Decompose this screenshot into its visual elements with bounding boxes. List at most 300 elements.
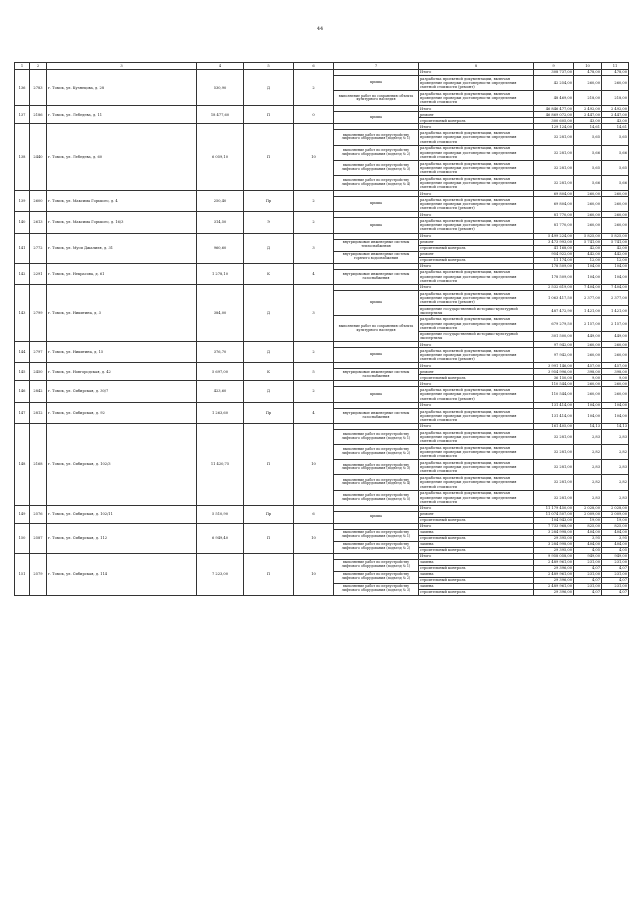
work-description: разработка проектной документации, включая проведение проверки достоверности определения сметной стоимости (ремонт): [419, 218, 534, 233]
cost-total: 29 396,00: [534, 589, 574, 595]
building-floors: 2: [294, 381, 334, 402]
work-description: разработка проектной документации, включая проведение проверки достоверности определения сметной стоимости: [419, 175, 534, 190]
work-description: Итого: [419, 233, 534, 239]
work-description: Итого: [419, 423, 534, 429]
unit-cost: 2,83: [574, 460, 602, 475]
max-unit-cost: 949,00: [602, 553, 629, 559]
max-unit-cost: 825,00: [602, 523, 629, 529]
building-address: г. Томск, ул. Сибирская, д. 92: [47, 402, 197, 423]
cost-total: 110 544,00: [534, 381, 574, 387]
work-type: выполнение работ по переустройству лифтового оборудования (подъезд № 3): [334, 160, 419, 175]
work-description: строительный контроль: [419, 257, 534, 263]
work-description: строительный контроль: [419, 565, 534, 571]
max-unit-cost: 1 421,00: [602, 305, 629, 316]
unit-cost: 2,82: [574, 475, 602, 490]
building-area: 376,70: [197, 342, 244, 363]
max-unit-cost: 14,13: [602, 423, 629, 429]
unit-cost: 2 377,00: [574, 290, 602, 305]
unit-cost: 7 404,00: [574, 284, 602, 290]
building-address: г. Томск, ул. Некрасова, д. 61: [47, 263, 197, 284]
work-description: разработка проектной документации, включая проведение проверки достоверности определения сметной стоимости: [419, 460, 534, 475]
building-floors: 3: [294, 284, 334, 342]
building-address: г. Томск, ул. Лебедева, д. 60: [47, 124, 197, 191]
cost-total: 131 414,00: [534, 402, 574, 408]
unit-cost: 5 741,00: [574, 239, 602, 245]
unit-cost: 104,00: [574, 263, 602, 269]
work-description: разработка проектной документации, включая проведение проверки достоверности определения сметной стоимости: [419, 429, 534, 444]
work-type: выполнение работ по переустройству лифтового оборудования (подъезд № 5): [334, 490, 419, 505]
building-address: г. Томск, ул. Никитина, д. 15: [47, 342, 197, 363]
cost-total: 32 281,00: [534, 445, 574, 460]
max-unit-cost: 231,00: [602, 559, 629, 565]
cost-total: 7 733 968,00: [534, 523, 574, 529]
work-description: разработка проектной документации, включая проведение проверки достоверности определения сметной стоимости: [419, 130, 534, 145]
unit-cost: 404,00: [574, 529, 602, 535]
cost-total: 46 846 477,00: [534, 106, 574, 112]
max-unit-cost: 2,82: [602, 445, 629, 460]
cost-total: 1 063 417,50: [534, 290, 574, 305]
work-description: ремонт: [419, 369, 534, 375]
cost-total: 11 074 507,00: [534, 511, 574, 517]
unit-cost: 5,66: [574, 175, 602, 190]
unit-cost: 442,00: [574, 251, 602, 257]
work-type: крыша: [334, 511, 419, 523]
work-type: крыша: [334, 348, 419, 363]
max-unit-cost: 42,00: [602, 245, 629, 251]
max-unit-cost: 5,66: [602, 145, 629, 160]
building-class: К: [244, 363, 294, 381]
max-unit-cost: 260,00: [602, 342, 629, 348]
unit-cost: 14,61: [574, 124, 602, 130]
max-unit-cost: 4,07: [602, 589, 629, 595]
work-type: выполнение работ по переустройству лифтового оборудования (подъезд № 1): [334, 429, 419, 444]
work-description: ремонт: [419, 239, 534, 245]
row-number: 142: [15, 263, 30, 284]
cost-total: 29 395,00: [534, 547, 574, 553]
unit-cost: 231,00: [574, 559, 602, 565]
work-type: крыша: [334, 290, 419, 316]
work-description: Итого: [419, 106, 534, 112]
cost-total: 48 469,00: [534, 91, 574, 106]
work-description: разработка проектной документации, включая проведение проверки достоверности определения сметной стоимости: [419, 160, 534, 175]
cost-total: 69 804,00: [534, 197, 574, 212]
cost-total: 161 405,00: [534, 423, 574, 429]
work-type: выполнение работ по переустройству лифтового оборудования (подъезд № 2): [334, 571, 419, 583]
building-address: г. Томск, ул. Никитина, д. 3: [47, 284, 197, 342]
unit-cost: 260,00: [574, 342, 602, 348]
building-floors: 2: [294, 191, 334, 212]
work-type: выполнение работ по переустройству лифтового оборудования (подъезд № 1): [334, 130, 419, 145]
row-number: 138: [15, 124, 30, 191]
max-unit-cost: 2,83: [602, 490, 629, 505]
cost-total: 46 869 072,00: [534, 112, 574, 118]
building-code: 2772: [30, 233, 47, 263]
cost-total: 178 509,00: [534, 263, 574, 269]
building-code: 2812: [30, 402, 47, 423]
max-unit-cost: 398,00: [602, 369, 629, 375]
work-description: ремонт: [419, 251, 534, 257]
unit-cost: 5,65: [574, 130, 602, 145]
work-description: Итого: [419, 212, 534, 218]
work-description: разработка проектной документации, включая проведение проверки достоверности определения сметной стоимости (ремонт): [419, 348, 534, 363]
work-description: разработка проектной документации, включая проведение проверки достоверности определения сметной стоимости: [419, 316, 534, 331]
max-unit-cost: 43,00: [602, 118, 629, 124]
building-floors: 4: [294, 402, 334, 423]
building-class: Д: [244, 284, 294, 342]
max-unit-cost: 104,00: [602, 402, 629, 408]
work-description: строительный контроль: [419, 535, 534, 541]
max-unit-cost: 104,00: [602, 263, 629, 269]
max-unit-cost: 2 009,00: [602, 511, 629, 517]
column-header: 4: [197, 63, 244, 70]
work-description: разработка проектной документации, включая проведение проверки достоверности определения сметной стоимости: [419, 445, 534, 460]
work-type: выполнение работ по переустройству лифтового оборудования (подъезд № 1): [334, 559, 419, 571]
cost-total: 2 489 961,00: [534, 583, 574, 589]
building-floors: 5: [294, 363, 334, 381]
work-description: Итого: [419, 402, 534, 408]
work-description: Итого: [419, 124, 534, 130]
unit-cost: 9,00: [574, 375, 602, 381]
unit-cost: 2 009,00: [574, 511, 602, 517]
work-description: разработка проектной документации, включая проведение проверки достоверности определения сметной стоимости: [419, 269, 534, 284]
building-floors: 10: [294, 423, 334, 505]
building-class: К: [244, 263, 294, 284]
work-description: ремонт: [419, 112, 534, 118]
work-type: крыша: [334, 197, 419, 212]
max-unit-cost: 2 028,00: [602, 505, 629, 511]
unit-cost: 231,00: [574, 583, 602, 589]
work-description: Итого: [419, 523, 534, 529]
work-type: внутридомовые инженерные системы газоснабжения: [334, 269, 419, 284]
unit-cost: 949,00: [574, 553, 602, 559]
row-number: 136: [15, 70, 30, 106]
max-unit-cost: 404,00: [602, 529, 629, 535]
max-unit-cost: 260,00: [602, 212, 629, 218]
work-type: внутридомовые инженерные системы теплоснабжения: [334, 239, 419, 251]
max-unit-cost: 2 447,00: [602, 112, 629, 118]
cost-total: 5 499 224,00: [534, 233, 574, 239]
building-code: 2440: [30, 124, 47, 191]
building-code: 2797: [30, 342, 47, 363]
unit-cost: 260,00: [574, 212, 602, 218]
unit-cost: 260,00: [574, 218, 602, 233]
row-number: 139: [15, 191, 30, 212]
unit-cost: 104,00: [574, 269, 602, 284]
cost-total: 32 281,00: [534, 145, 574, 160]
row-number: 150: [15, 523, 30, 553]
work-type: внутридомовые инженерные системы газоснабжения: [334, 408, 419, 423]
max-unit-cost: 260,00: [602, 381, 629, 387]
cost-total: 178 509,00: [534, 269, 574, 284]
building-address: г. Томск, ул. Муси Джалиля, д. 31: [47, 233, 197, 263]
work-description: Итого: [419, 505, 534, 511]
row-number: 137: [15, 106, 30, 124]
work-description: проведение государственной историко-культурной экспертизы: [419, 331, 534, 342]
max-unit-cost: 5,65: [602, 160, 629, 175]
unit-cost: 5,66: [574, 145, 602, 160]
work-description: Итого: [419, 363, 534, 369]
cost-total: 36 150,00: [534, 375, 574, 381]
unit-cost: 218,00: [574, 91, 602, 106]
max-unit-cost: 404,00: [602, 541, 629, 547]
row-number: 145: [15, 363, 30, 381]
cost-total: 32 281,00: [534, 130, 574, 145]
max-unit-cost: 2 492,00: [602, 106, 629, 112]
building-address: г. Томск, ул. Сибирская, д. 112: [47, 523, 197, 553]
work-description: разработка проектной документации, включая проведение проверки достоверности определения сметной стоимости: [419, 145, 534, 160]
building-address: г. Томск, ул. Максима Горького, д. 4: [47, 191, 197, 212]
building-class: Д: [244, 70, 294, 106]
max-unit-cost: 260,00: [602, 197, 629, 212]
building-class: П: [244, 106, 294, 124]
column-header: 9: [534, 63, 574, 70]
max-unit-cost: 3,95: [602, 535, 629, 541]
building-address: г. Томск, ул. Новгородская, д. 42: [47, 363, 197, 381]
cost-total: 97 942,00: [534, 348, 574, 363]
building-address: г. Томск, ул. Сибирская, д. 114: [47, 553, 197, 595]
unit-cost: 825,00: [574, 523, 602, 529]
work-description: замена: [419, 571, 534, 577]
work-description: строительный контроль: [419, 589, 534, 595]
building-area: 530,90: [197, 70, 244, 106]
building-floors: 2: [294, 342, 334, 363]
unit-cost: 3,95: [574, 535, 602, 541]
cost-total: 2 489 961,00: [534, 571, 574, 577]
building-class: Д: [244, 233, 294, 263]
building-area: 11 420,75: [197, 423, 244, 505]
work-type: выполнение работ по переустройству лифтового оборудования (подъезд № 3): [334, 460, 419, 475]
work-type: выполнение работ по переустройству лифтового оборудования (подъезд № 3): [334, 583, 419, 595]
unit-cost: 104,00: [574, 402, 602, 408]
building-address: г. Томск, ул. Максима Горького, д. 16/3: [47, 212, 197, 233]
work-type: выполнение работ по переустройству лифтового оборудования (подъезд № 2): [334, 541, 419, 553]
max-unit-cost: 260,00: [602, 218, 629, 233]
building-area: 18 477,60: [197, 106, 244, 124]
cost-total: 81 770,00: [534, 212, 574, 218]
cost-total: 104 943,00: [534, 517, 574, 523]
max-unit-cost: 449,00: [602, 331, 629, 342]
column-header: 8: [419, 63, 534, 70]
building-code: 2450: [30, 363, 47, 381]
capital-repair-table: [14, 62, 629, 596]
max-unit-cost: 2,83: [602, 429, 629, 444]
column-header: 10: [574, 63, 602, 70]
work-description: разработка проектной документации, включая проведение проверки достоверности определения сметной стоимости (ремонт): [419, 197, 534, 212]
max-unit-cost: 19,00: [602, 517, 629, 523]
cost-total: 308 737,00: [534, 70, 574, 76]
cost-total: 487 472,90: [534, 305, 574, 316]
unit-cost: 4,07: [574, 565, 602, 571]
work-type: выполнение работ по переустройству лифтового оборудования (подъезд № 4): [334, 475, 419, 490]
unit-cost: 104,00: [574, 408, 602, 423]
unit-cost: 478,00: [574, 70, 602, 76]
max-unit-cost: 478,00: [602, 70, 629, 76]
cost-total: 97 942,00: [534, 342, 574, 348]
cost-total: 32 281,00: [534, 175, 574, 190]
work-description: проведение государственной историко-культурной экспертизы: [419, 305, 534, 316]
building-code: 2783: [30, 70, 47, 106]
building-class: Пр: [244, 505, 294, 523]
unit-cost: 2 028,00: [574, 505, 602, 511]
max-unit-cost: 2 157,00: [602, 316, 629, 331]
max-unit-cost: 7 404,00: [602, 284, 629, 290]
column-header: 2: [30, 63, 47, 70]
building-code: 2186: [30, 106, 47, 124]
building-floors: 10: [294, 124, 334, 191]
max-unit-cost: 4,07: [602, 565, 629, 571]
building-address: г. Томск, ул. Сибирская, д. 102/11: [47, 505, 197, 523]
building-floors: 10: [294, 523, 334, 553]
building-floors: 6: [294, 505, 334, 523]
building-area: 960,60: [197, 233, 244, 263]
cost-total: 32 281,00: [534, 490, 574, 505]
work-description: Итого: [419, 342, 534, 348]
building-area: 1 263,60: [197, 402, 244, 423]
work-description: ремонт: [419, 511, 534, 517]
cost-total: 110 544,00: [534, 387, 574, 402]
unit-cost: 260,00: [574, 197, 602, 212]
max-unit-cost: 9,00: [602, 375, 629, 381]
work-type: выполнение работ по переустройству лифтового оборудования (подъезд № 2): [334, 445, 419, 460]
max-unit-cost: 2,82: [602, 475, 629, 490]
unit-cost: 449,00: [574, 331, 602, 342]
cost-total: 32 281,00: [534, 460, 574, 475]
unit-cost: 1 421,00: [574, 305, 602, 316]
row-number: 140: [15, 212, 30, 233]
row-number: 148: [15, 423, 30, 505]
unit-cost: 4,07: [574, 577, 602, 583]
building-class: П: [244, 124, 294, 191]
row-number: 141: [15, 233, 30, 263]
work-description: Итого: [419, 263, 534, 269]
building-area: 5 510,90: [197, 505, 244, 523]
unit-cost: 2,82: [574, 445, 602, 460]
cost-total: 41 168,00: [534, 245, 574, 251]
work-description: разработка проектной документации, включая проведение проверки достоверности определения сметной стоимости (ремонт): [419, 290, 534, 305]
column-header: 7: [334, 63, 419, 70]
max-unit-cost: 4,05: [602, 547, 629, 553]
work-description: Итого: [419, 191, 534, 197]
work-type: выполнение работ по переустройству лифтового оборудования (подъезд № 4): [334, 175, 419, 190]
work-description: строительный контроль: [419, 517, 534, 523]
work-type: выполнение работ по сохранению объекта культурного наследия: [334, 316, 419, 342]
cost-total: 29 396,00: [534, 565, 574, 571]
max-unit-cost: 260,00: [602, 76, 629, 91]
max-unit-cost: 4,07: [602, 577, 629, 583]
work-description: замена: [419, 559, 534, 565]
building-class: Пр: [244, 191, 294, 212]
building-area: 6 059,10: [197, 124, 244, 191]
unit-cost: 260,00: [574, 387, 602, 402]
cost-total: 3 284 998,00: [534, 529, 574, 535]
cost-total: 32 281,00: [534, 429, 574, 444]
max-unit-cost: 5 825,00: [602, 233, 629, 239]
max-unit-cost: 5,66: [602, 175, 629, 190]
work-description: строительный контроль: [419, 577, 534, 583]
unit-cost: 260,00: [574, 348, 602, 363]
unit-cost: 398,00: [574, 369, 602, 375]
max-unit-cost: 104,00: [602, 408, 629, 423]
cost-total: 301 500,00: [534, 331, 574, 342]
column-header: 6: [294, 63, 334, 70]
building-area: 6 949,40: [197, 523, 244, 553]
cost-total: 81 770,00: [534, 218, 574, 233]
unit-cost: 260,00: [574, 381, 602, 387]
cost-total: 3 991 146,00: [534, 363, 574, 369]
work-description: замена: [419, 583, 534, 589]
building-area: 7 223,00: [197, 553, 244, 595]
building-class: Д: [244, 342, 294, 363]
building-code: 2579: [30, 553, 47, 595]
max-unit-cost: 218,00: [602, 91, 629, 106]
building-class: Пр: [244, 402, 294, 423]
unit-cost: 5 825,00: [574, 233, 602, 239]
column-header: 3: [47, 63, 197, 70]
cost-total: 131 414,00: [534, 408, 574, 423]
row-number: 151: [15, 553, 30, 595]
cost-total: 954 922,00: [534, 251, 574, 257]
building-area: 384,00: [197, 284, 244, 342]
work-description: строительный контроль: [419, 245, 534, 251]
work-type: внутридомовые инженерные системы горячего водоснабжения: [334, 251, 419, 263]
building-address: г. Томск, ул. Сибирская, д. 30/7: [47, 381, 197, 402]
cost-total: 29 395,00: [534, 535, 574, 541]
max-unit-cost: 260,00: [602, 387, 629, 402]
building-code: 2576: [30, 505, 47, 523]
unit-cost: 2,83: [574, 429, 602, 444]
work-description: Итого: [419, 70, 534, 76]
header-row: [15, 63, 629, 70]
cost-total: 9 958 058,00: [534, 553, 574, 559]
work-description: замена: [419, 529, 534, 535]
building-class: П: [244, 553, 294, 595]
unit-cost: 12,00: [574, 257, 602, 263]
building-code: 2842: [30, 381, 47, 402]
cost-total: 42 254,00: [534, 76, 574, 91]
cost-total: 3 473 993,00: [534, 239, 574, 245]
cost-total: 2 532 619,00: [534, 284, 574, 290]
building-floors: 3: [294, 233, 334, 263]
page-number: 44: [316, 26, 324, 32]
max-unit-cost: 231,00: [602, 571, 629, 577]
unit-cost: 260,00: [574, 191, 602, 197]
column-header: 1: [15, 63, 30, 70]
building-code: 2799: [30, 284, 47, 342]
unit-cost: 42,00: [574, 245, 602, 251]
work-type: выполнение работ по переустройству лифтового оборудования (подъезд № 2): [334, 145, 419, 160]
building-floors: 2: [294, 70, 334, 106]
work-description: Итого: [419, 553, 534, 559]
building-area: 250,40: [197, 191, 244, 212]
unit-cost: 2 447,00: [574, 112, 602, 118]
work-type: внутридомовые инженерные системы газоснабжения: [334, 369, 419, 381]
max-unit-cost: 2,83: [602, 460, 629, 475]
building-floors: 4: [294, 263, 334, 284]
cost-total: 11 174,00: [534, 257, 574, 263]
building-floors: 10: [294, 553, 334, 595]
work-description: строительный контроль: [419, 118, 534, 124]
max-unit-cost: 457,00: [602, 363, 629, 369]
unit-cost: 4,07: [574, 589, 602, 595]
unit-cost: 4,05: [574, 547, 602, 553]
work-description: разработка проектной документации, включая проведение проверки достоверности определения сметной стоимости: [419, 91, 534, 106]
building-floors: 2: [294, 212, 334, 233]
cost-total: 3 284 998,00: [534, 541, 574, 547]
unit-cost: 457,00: [574, 363, 602, 369]
row-number: 143: [15, 284, 30, 342]
building-area: 1 278,10: [197, 263, 244, 284]
building-address: г. Томск, ул. Лебедева, д. 11: [47, 106, 197, 124]
